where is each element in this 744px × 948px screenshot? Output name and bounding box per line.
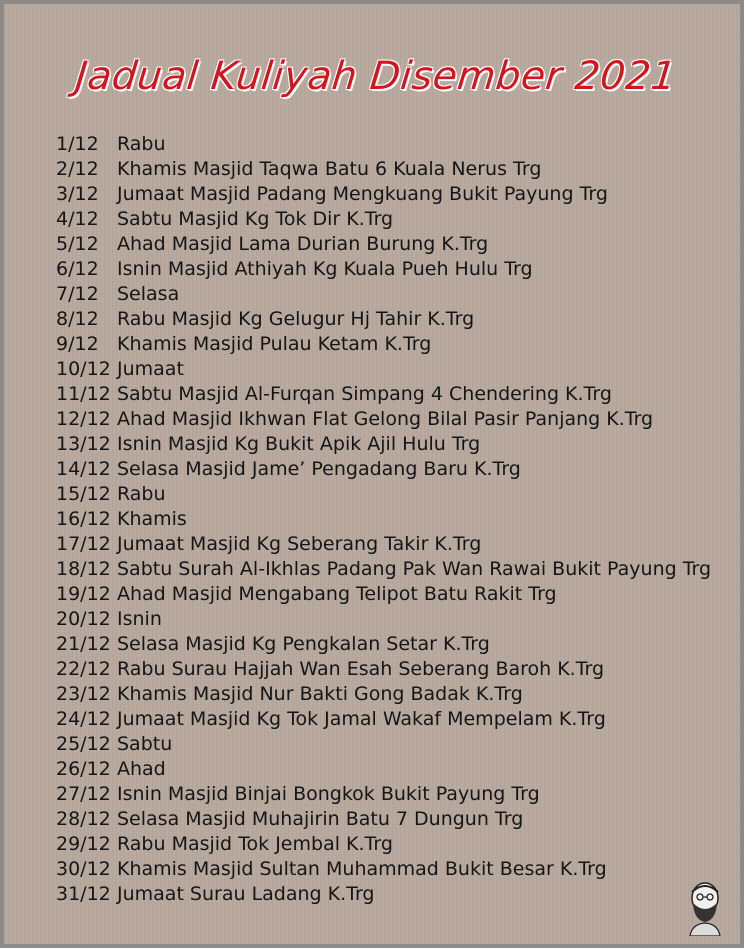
- schedule-date: 7/12: [56, 283, 99, 305]
- schedule-row: [56, 132, 711, 157]
- schedule-row: [56, 457, 711, 482]
- schedule-list: [56, 132, 711, 907]
- schedule-row: [56, 157, 711, 182]
- schedule-text: Sabtu Masjid Kg Tok Dir K.Trg: [117, 208, 394, 230]
- schedule-date: 16/12: [56, 508, 111, 530]
- schedule-row: [56, 682, 711, 707]
- schedule-text: Ahad Masjid Ikhwan Flat Gelong Bilal Pasir Panjang K.Trg: [117, 408, 654, 430]
- schedule-text: Rabu: [117, 133, 166, 155]
- schedule-text: Rabu Surau Hajjah Wan Esah Seberang Baroh K.Trg: [117, 658, 605, 680]
- schedule-text: Rabu: [117, 483, 166, 505]
- schedule-date: 28/12: [56, 808, 111, 830]
- schedule-date: 4/12: [56, 208, 99, 230]
- schedule-date: 25/12: [56, 733, 111, 755]
- schedule-text: Selasa Masjid Jame’ Pengadang Baru K.Trg: [117, 458, 521, 480]
- schedule-text: Jumaat: [117, 358, 184, 380]
- schedule-text: Selasa: [117, 283, 180, 305]
- schedule-date: 15/12: [56, 483, 111, 505]
- schedule-date: 17/12: [56, 533, 111, 555]
- schedule-text: Khamis Masjid Pulau Ketam K.Trg: [117, 333, 432, 355]
- page-title: Jadual Kuliyah Disember 2021: [73, 54, 679, 99]
- schedule-row: [56, 332, 711, 357]
- schedule-date: 31/12: [56, 883, 111, 905]
- schedule-text: Ahad Masjid Lama Durian Burung K.Trg: [117, 233, 489, 255]
- schedule-row: [56, 832, 711, 857]
- schedule-text: Sabtu: [117, 733, 173, 755]
- schedule-row: [56, 482, 711, 507]
- schedule-date: 12/12: [56, 408, 111, 430]
- schedule-row: [56, 807, 711, 832]
- schedule-date: 1/12: [56, 133, 99, 155]
- bearded-man-caricature-icon: [680, 876, 730, 936]
- schedule-date: 26/12: [56, 758, 111, 780]
- schedule-text: Rabu Masjid Tok Jembal K.Trg: [117, 833, 393, 855]
- schedule-date: 8/12: [56, 308, 99, 330]
- schedule-date: 14/12: [56, 458, 111, 480]
- schedule-text: Isnin: [117, 608, 162, 630]
- schedule-text: Ahad Masjid Mengabang Telipot Batu Rakit Trg: [117, 583, 557, 605]
- schedule-text: Jumaat Masjid Padang Mengkuang Bukit Payung Trg: [117, 183, 608, 205]
- schedule-text: Sabtu Surah Al-Ikhlas Padang Pak Wan Rawai Bukit Payung Trg: [117, 558, 712, 580]
- schedule-date: 11/12: [56, 383, 111, 405]
- schedule-row: [56, 432, 711, 457]
- schedule-date: 19/12: [56, 583, 111, 605]
- schedule-text: Isnin Masjid Binjai Bongkok Bukit Payung Trg: [117, 783, 540, 805]
- schedule-text: Khamis Masjid Sultan Muhammad Bukit Besar K.Trg: [117, 858, 607, 880]
- schedule-row: [56, 757, 711, 782]
- schedule-date: 21/12: [56, 633, 111, 655]
- schedule-row: [56, 582, 711, 607]
- schedule-row: [56, 607, 711, 632]
- schedule-row: [56, 782, 711, 807]
- schedule-row: [56, 232, 711, 257]
- schedule-text: Rabu Masjid Kg Gelugur Hj Tahir K.Trg: [117, 308, 475, 330]
- schedule-date: 22/12: [56, 658, 111, 680]
- schedule-text: Jumaat Masjid Kg Tok Jamal Wakaf Mempelam K.Trg: [117, 708, 606, 730]
- schedule-date: 18/12: [56, 558, 111, 580]
- schedule-date: 30/12: [56, 858, 111, 880]
- schedule-row: [56, 882, 711, 907]
- schedule-date: 10/12: [56, 358, 111, 380]
- schedule-row: [56, 357, 711, 382]
- schedule-text: Khamis: [117, 508, 187, 530]
- schedule-date: 9/12: [56, 333, 99, 355]
- schedule-text: Selasa Masjid Muhajirin Batu 7 Dungun Trg: [117, 808, 524, 830]
- schedule-row: [56, 207, 711, 232]
- schedule-date: 27/12: [56, 783, 111, 805]
- schedule-row: [56, 382, 711, 407]
- schedule-row: [56, 632, 711, 657]
- schedule-date: 2/12: [56, 158, 99, 180]
- schedule-row: [56, 257, 711, 282]
- schedule-date: 23/12: [56, 683, 111, 705]
- schedule-row: [56, 657, 711, 682]
- schedule-date: 6/12: [56, 258, 99, 280]
- schedule-text: Isnin Masjid Kg Bukit Apik Ajil Hulu Trg: [117, 433, 481, 455]
- schedule-row: [56, 557, 711, 582]
- schedule-text: Khamis Masjid Nur Bakti Gong Badak K.Trg: [117, 683, 523, 705]
- schedule-row: [56, 282, 711, 307]
- schedule-date: 20/12: [56, 608, 111, 630]
- schedule-row: [56, 857, 711, 882]
- schedule-text: Selasa Masjid Kg Pengkalan Setar K.Trg: [117, 633, 490, 655]
- schedule-date: 5/12: [56, 233, 99, 255]
- schedule-date: 3/12: [56, 183, 99, 205]
- schedule-row: [56, 407, 711, 432]
- schedule-date: 24/12: [56, 708, 111, 730]
- schedule-date: 29/12: [56, 833, 111, 855]
- schedule-row: [56, 532, 711, 557]
- schedule-text: Sabtu Masjid Al-Furqan Simpang 4 Chendering K.Trg: [117, 383, 612, 405]
- schedule-text: Ahad: [117, 758, 166, 780]
- schedule-row: [56, 707, 711, 732]
- schedule-row: [56, 732, 711, 757]
- schedule-text: Jumaat Surau Ladang K.Trg: [117, 883, 375, 905]
- schedule-text: Isnin Masjid Athiyah Kg Kuala Pueh Hulu Trg: [117, 258, 533, 280]
- schedule-text: Jumaat Masjid Kg Seberang Takir K.Trg: [117, 533, 482, 555]
- schedule-row: [56, 182, 711, 207]
- schedule-row: [56, 307, 711, 332]
- schedule-text: Khamis Masjid Taqwa Batu 6 Kuala Nerus Trg: [117, 158, 542, 180]
- schedule-date: 13/12: [56, 433, 111, 455]
- schedule-row: [56, 507, 711, 532]
